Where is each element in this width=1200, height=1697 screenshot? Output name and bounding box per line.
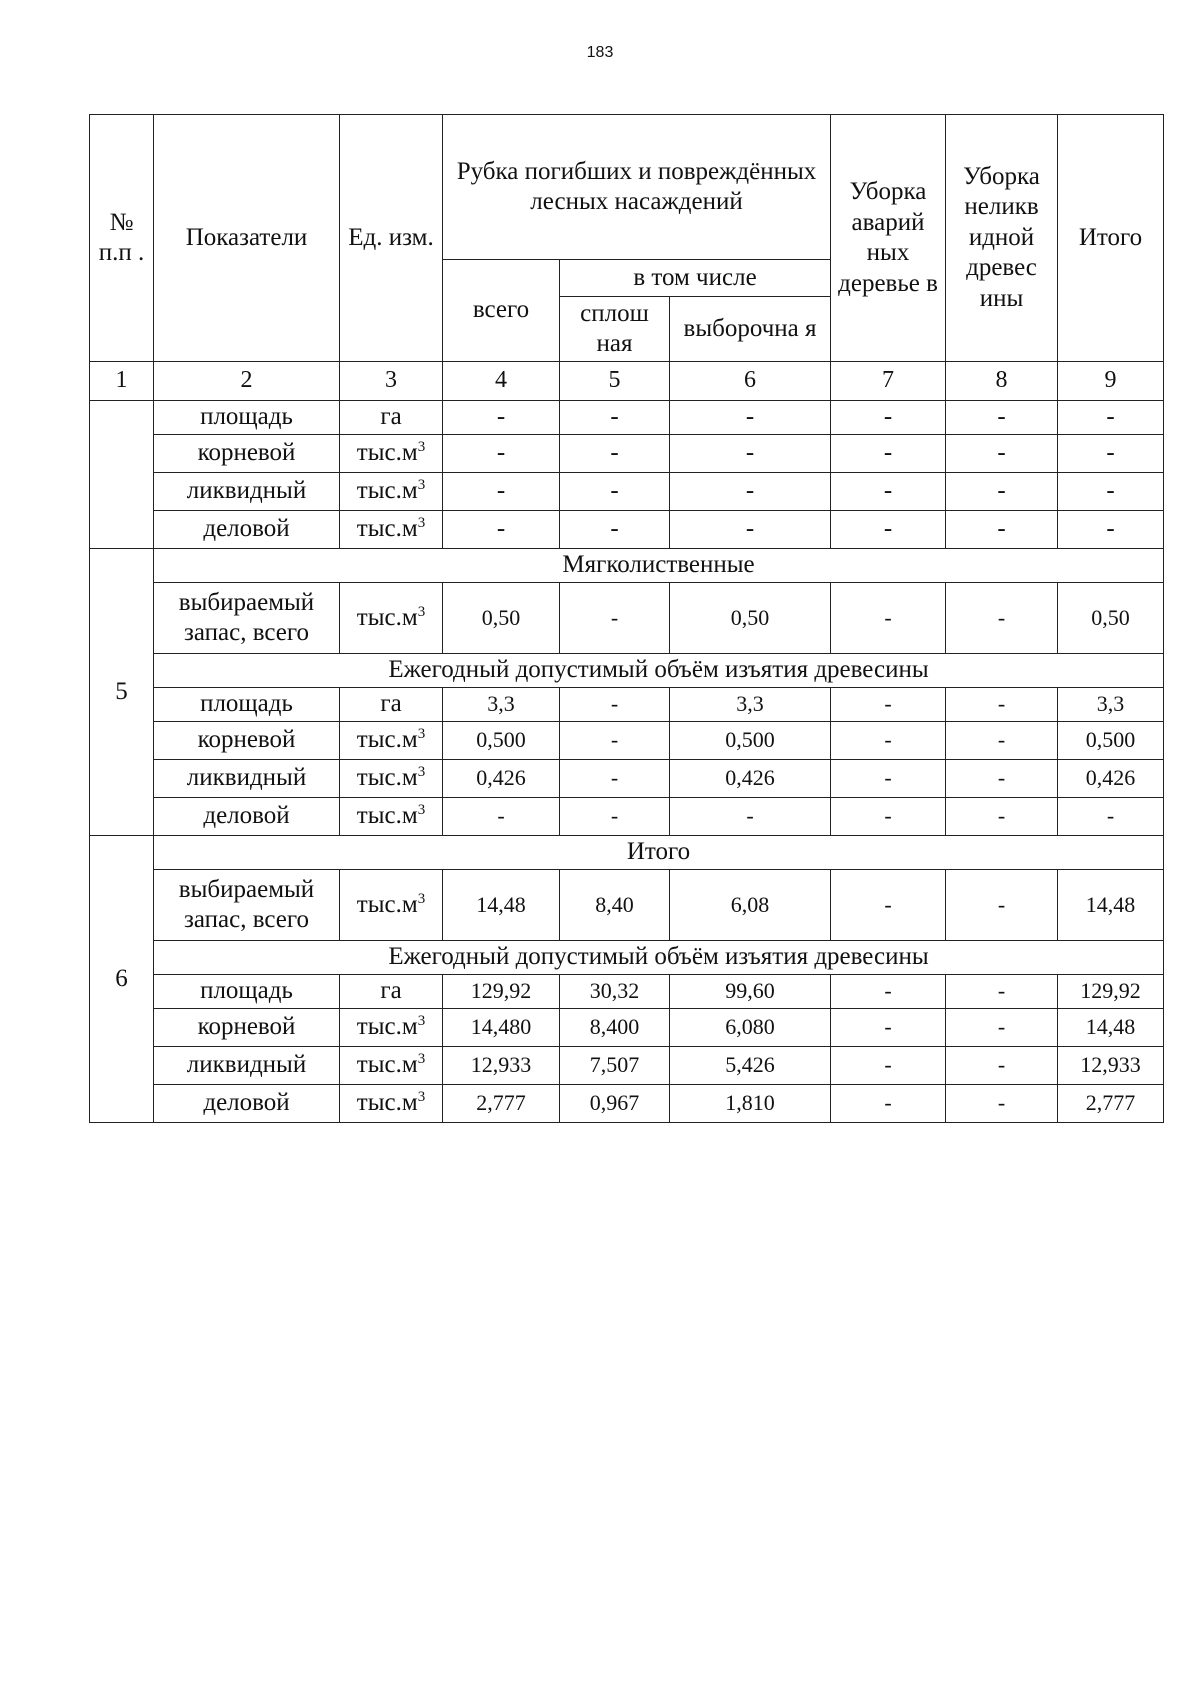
value-cell-col8: - bbox=[946, 583, 1058, 654]
column-number-4: 4 bbox=[443, 362, 560, 401]
table-row bbox=[90, 1085, 1164, 1123]
unit-exponent: 3 bbox=[417, 515, 426, 532]
column-number-3: 3 bbox=[340, 362, 443, 401]
unit-exponent: 3 bbox=[417, 477, 426, 494]
section-title: Итого bbox=[154, 836, 1164, 870]
value-cell-col5: - bbox=[560, 760, 670, 798]
value-cell-col7: - bbox=[831, 473, 946, 511]
value-cell-col4: - bbox=[443, 401, 560, 435]
value-cell-col6: 99,60 bbox=[670, 975, 831, 1009]
table-row bbox=[90, 760, 1164, 798]
value-cell-col7: - bbox=[831, 1047, 946, 1085]
value-cell-col4: 129,92 bbox=[443, 975, 560, 1009]
value-cell-col4: 14,480 bbox=[443, 1009, 560, 1047]
column-number-1: 1 bbox=[90, 362, 154, 401]
value-cell-col9: 0,50 bbox=[1058, 583, 1164, 654]
group-number: 5 bbox=[90, 549, 154, 836]
unit-cell: $тыс.м^3$ bbox=[340, 1009, 443, 1047]
value-cell-col8: - bbox=[946, 435, 1058, 473]
header-indicator: Показатели bbox=[154, 115, 340, 362]
value-cell-col9: - bbox=[1058, 511, 1164, 549]
section-subtitle-row bbox=[90, 654, 1164, 688]
value-cell-col4: - bbox=[443, 798, 560, 836]
value-cell-col4: 12,933 bbox=[443, 1047, 560, 1085]
value-cell-col5: 0,967 bbox=[560, 1085, 670, 1123]
unit-exponent: 3 bbox=[417, 1089, 426, 1106]
table-row bbox=[90, 1009, 1164, 1047]
header-selective: выборочна я bbox=[670, 297, 831, 362]
value-cell-col4: - bbox=[443, 435, 560, 473]
unit-exponent: 3 bbox=[417, 1051, 426, 1068]
value-cell-col4: 2,777 bbox=[443, 1085, 560, 1123]
value-cell-col4: 0,50 bbox=[443, 583, 560, 654]
value-cell-col9: - bbox=[1058, 473, 1164, 511]
value-cell-col7: - bbox=[831, 870, 946, 941]
indicator-label: корневой bbox=[154, 435, 340, 473]
indicator-label: выбираемый запас, всего bbox=[154, 870, 340, 941]
page-number: 183 bbox=[586, 44, 614, 61]
indicator-label: корневой bbox=[154, 1009, 340, 1047]
indicator-label: выбираемый запас, всего bbox=[154, 583, 340, 654]
value-cell-col7: - bbox=[831, 722, 946, 760]
table-row bbox=[90, 1047, 1164, 1085]
value-cell-col9: - bbox=[1058, 435, 1164, 473]
value-cell-col5: 8,400 bbox=[560, 1009, 670, 1047]
value-cell-col6: 0,50 bbox=[670, 583, 831, 654]
value-cell-col5: - bbox=[560, 435, 670, 473]
unit-exponent: 3 bbox=[417, 802, 426, 819]
felling-table bbox=[89, 114, 1164, 1123]
indicator-label: площадь bbox=[154, 688, 340, 722]
header-including: в том числе bbox=[560, 260, 831, 297]
indicator-label: деловой bbox=[154, 1085, 340, 1123]
value-cell-col9: 14,48 bbox=[1058, 1009, 1164, 1047]
value-cell-col6: 1,810 bbox=[670, 1085, 831, 1123]
value-cell-col9: - bbox=[1058, 401, 1164, 435]
stock-row bbox=[90, 870, 1164, 941]
unit-cell: $тыс.м^3$ bbox=[340, 1085, 443, 1123]
value-cell-col7: - bbox=[831, 760, 946, 798]
section-title: Мягколиственные bbox=[154, 549, 1164, 583]
unit-exponent: 3 bbox=[417, 726, 426, 743]
column-number-6: 6 bbox=[670, 362, 831, 401]
unit-cell: $тыс.м^3$ bbox=[340, 798, 443, 836]
header-row-1 bbox=[90, 115, 1164, 260]
value-cell-col9: 0,500 bbox=[1058, 722, 1164, 760]
value-cell-col6: 0,426 bbox=[670, 760, 831, 798]
indicator-label: корневой bbox=[154, 722, 340, 760]
value-cell-col4: - bbox=[443, 473, 560, 511]
value-cell-col4: 0,426 bbox=[443, 760, 560, 798]
value-cell-col8: - bbox=[946, 722, 1058, 760]
header-total: всего bbox=[443, 260, 560, 362]
unit-cell: $тыс.м^3$ bbox=[340, 583, 443, 654]
indicator-label: деловой bbox=[154, 511, 340, 549]
value-cell-col5: - bbox=[560, 401, 670, 435]
value-cell-col7: - bbox=[831, 401, 946, 435]
table-row bbox=[90, 511, 1164, 549]
value-cell-col7: - bbox=[831, 435, 946, 473]
indicator-label: площадь bbox=[154, 401, 340, 435]
table-row bbox=[90, 473, 1164, 511]
value-cell-col8: - bbox=[946, 798, 1058, 836]
header-illiquid: Уборка неликв идной древес ины bbox=[946, 115, 1058, 362]
value-cell-col8: - bbox=[946, 760, 1058, 798]
value-cell-col6: 3,3 bbox=[670, 688, 831, 722]
table-row bbox=[90, 401, 1164, 435]
indicator-label: площадь bbox=[154, 975, 340, 1009]
value-cell-col5: - bbox=[560, 473, 670, 511]
value-cell-col6: 0,500 bbox=[670, 722, 831, 760]
value-cell-col9: 14,48 bbox=[1058, 870, 1164, 941]
section-subtitle-row bbox=[90, 941, 1164, 975]
indicator-label: ликвидный bbox=[154, 473, 340, 511]
value-cell-col6: 5,426 bbox=[670, 1047, 831, 1085]
value-cell-col5: 7,507 bbox=[560, 1047, 670, 1085]
indicator-label: ликвидный bbox=[154, 760, 340, 798]
value-cell-col6: - bbox=[670, 798, 831, 836]
value-cell-col7: - bbox=[831, 688, 946, 722]
value-cell-col8: - bbox=[946, 473, 1058, 511]
header-emergency: Уборка аварий ных деревье в bbox=[831, 115, 946, 362]
unit-exponent: 3 bbox=[417, 1013, 426, 1030]
section-subtitle: Ежегодный допустимый объём изъятия древесины bbox=[154, 941, 1164, 975]
value-cell-col5: 30,32 bbox=[560, 975, 670, 1009]
unit-cell: $тыс.м^3$ bbox=[340, 473, 443, 511]
value-cell-col9: - bbox=[1058, 798, 1164, 836]
column-number-5: 5 bbox=[560, 362, 670, 401]
unit-cell: $тыс.м^3$ bbox=[340, 435, 443, 473]
value-cell-col5: - bbox=[560, 688, 670, 722]
value-cell-col5: - bbox=[560, 798, 670, 836]
group-number bbox=[90, 401, 154, 549]
unit-cell: $тыс.м^3$ bbox=[340, 760, 443, 798]
value-cell-col7: - bbox=[831, 511, 946, 549]
section-subtitle: Ежегодный допустимый объём изъятия древесины bbox=[154, 654, 1164, 688]
value-cell-col9: 3,3 bbox=[1058, 688, 1164, 722]
table-row bbox=[90, 798, 1164, 836]
column-number-9: 9 bbox=[1058, 362, 1164, 401]
value-cell-col4: 14,48 bbox=[443, 870, 560, 941]
value-cell-col9: 129,92 bbox=[1058, 975, 1164, 1009]
value-cell-col6: - bbox=[670, 401, 831, 435]
table-row bbox=[90, 722, 1164, 760]
value-cell-col5: - bbox=[560, 722, 670, 760]
table-row bbox=[90, 435, 1164, 473]
header-unit: Ед. изм. bbox=[340, 115, 443, 362]
section-title-row bbox=[90, 836, 1164, 870]
unit-exponent: 3 bbox=[417, 439, 426, 456]
value-cell-col8: - bbox=[946, 1047, 1058, 1085]
value-cell-col8: - bbox=[946, 511, 1058, 549]
value-cell-col7: - bbox=[831, 1085, 946, 1123]
value-cell-col8: - bbox=[946, 1085, 1058, 1123]
header-clear: сплош ная bbox=[560, 297, 670, 362]
unit-cell: $тыс.м^3$ bbox=[340, 870, 443, 941]
value-cell-col6: - bbox=[670, 435, 831, 473]
unit-exponent: 3 bbox=[417, 764, 426, 781]
value-cell-col7: - bbox=[831, 798, 946, 836]
header-no: № п.п . bbox=[90, 115, 154, 362]
header-itogo: Итого bbox=[1058, 115, 1164, 362]
unit-cell: $тыс.м^3$ bbox=[340, 1047, 443, 1085]
value-cell-col8: - bbox=[946, 688, 1058, 722]
column-number-7: 7 bbox=[831, 362, 946, 401]
indicator-label: деловой bbox=[154, 798, 340, 836]
unit-cell: га bbox=[340, 975, 443, 1009]
value-cell-col8: - bbox=[946, 401, 1058, 435]
value-cell-col4: 0,500 bbox=[443, 722, 560, 760]
value-cell-col8: - bbox=[946, 870, 1058, 941]
unit-cell: га bbox=[340, 401, 443, 435]
column-number-8: 8 bbox=[946, 362, 1058, 401]
header-felling-group: Рубка погибших и повреждённых лесных насаждений bbox=[443, 115, 831, 260]
unit-exponent: 3 bbox=[417, 890, 426, 907]
column-number-2: 2 bbox=[154, 362, 340, 401]
value-cell-col8: - bbox=[946, 975, 1058, 1009]
unit-cell: $тыс.м^3$ bbox=[340, 722, 443, 760]
value-cell-col6: - bbox=[670, 511, 831, 549]
value-cell-col7: - bbox=[831, 1009, 946, 1047]
value-cell-col8: - bbox=[946, 1009, 1058, 1047]
value-cell-col7: - bbox=[831, 975, 946, 1009]
value-cell-col9: 2,777 bbox=[1058, 1085, 1164, 1123]
value-cell-col5: 8,40 bbox=[560, 870, 670, 941]
value-cell-col5: - bbox=[560, 583, 670, 654]
table-row bbox=[90, 688, 1164, 722]
stock-row bbox=[90, 583, 1164, 654]
column-numbers-row bbox=[90, 362, 1164, 401]
unit-exponent: 3 bbox=[417, 603, 426, 620]
value-cell-col7: - bbox=[831, 583, 946, 654]
table-body bbox=[90, 115, 1164, 1123]
value-cell-col9: 12,933 bbox=[1058, 1047, 1164, 1085]
unit-cell: га bbox=[340, 688, 443, 722]
group-number: 6 bbox=[90, 836, 154, 1123]
value-cell-col4: 3,3 bbox=[443, 688, 560, 722]
value-cell-col4: - bbox=[443, 511, 560, 549]
value-cell-col9: 0,426 bbox=[1058, 760, 1164, 798]
value-cell-col6: - bbox=[670, 473, 831, 511]
indicator-label: ликвидный bbox=[154, 1047, 340, 1085]
section-title-row bbox=[90, 549, 1164, 583]
unit-cell: $тыс.м^3$ bbox=[340, 511, 443, 549]
value-cell-col5: - bbox=[560, 511, 670, 549]
value-cell-col6: 6,08 bbox=[670, 870, 831, 941]
value-cell-col6: 6,080 bbox=[670, 1009, 831, 1047]
table-row bbox=[90, 975, 1164, 1009]
